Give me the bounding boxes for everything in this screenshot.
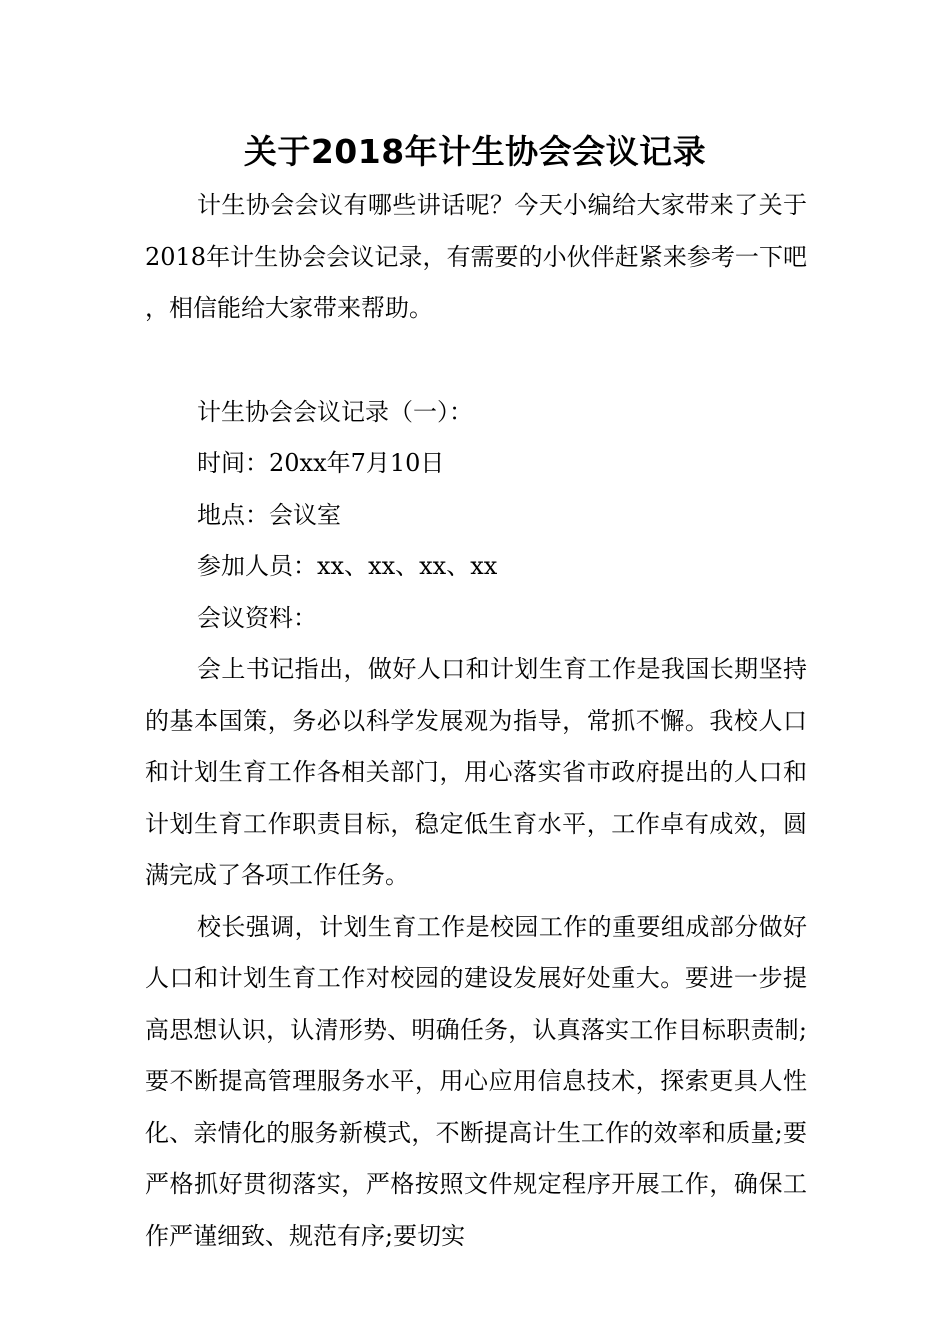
body-paragraph-1: 会上书记指出，做好人口和计划生育工作是我国长期坚持的基本国策，务必以科学发展观为指导，常抓不懈。我校人口和计划生育工作各相关部门，用心落实省市政府提出的人口和计划生育工作职责目标，稳定低生育水平，工作卓有成效，圆满完成了各项工作任务。 — [145, 655, 807, 889]
meeting-place: 地点：会议室 — [197, 500, 341, 529]
blank-line — [145, 335, 807, 387]
document-title: 关于2018年计生协会会议记录 — [243, 132, 707, 171]
meeting-materials-label: 会议资料： — [197, 603, 317, 632]
intro-paragraph: 计生协会会议有哪些讲话呢？今天小编给大家带来了关于2018年计生协会会议记录，有需要的小伙伴赶紧来参考一下吧，相信能给大家带来帮助。 — [145, 191, 807, 322]
meeting-time: 时间：20xx年7月10日 — [197, 449, 445, 477]
section-heading: 计生协会会议记录（一）： — [197, 397, 473, 426]
document-body — [145, 180, 807, 1262]
body-paragraph-2: 校长强调，计划生育工作是校园工作的重要组成部分做好人口和计划生育工作对校园的建设发展好处重大。要进一步提高思想认识，认清形势、明确任务，认真落实工作目标职责制;要不断提高管理服务水平，用心应用信息技术，探索更具人性化、亲情化的服务新模式，不断提高计生工作的效率和质量;要严格抓好贯彻落实，严格按照文件规定程序开展工作，确保工作严谨细致、规范有序;要切实 — [145, 912, 807, 1250]
meeting-attendees: 参加人员：xx、xx、xx、xx — [197, 552, 498, 580]
